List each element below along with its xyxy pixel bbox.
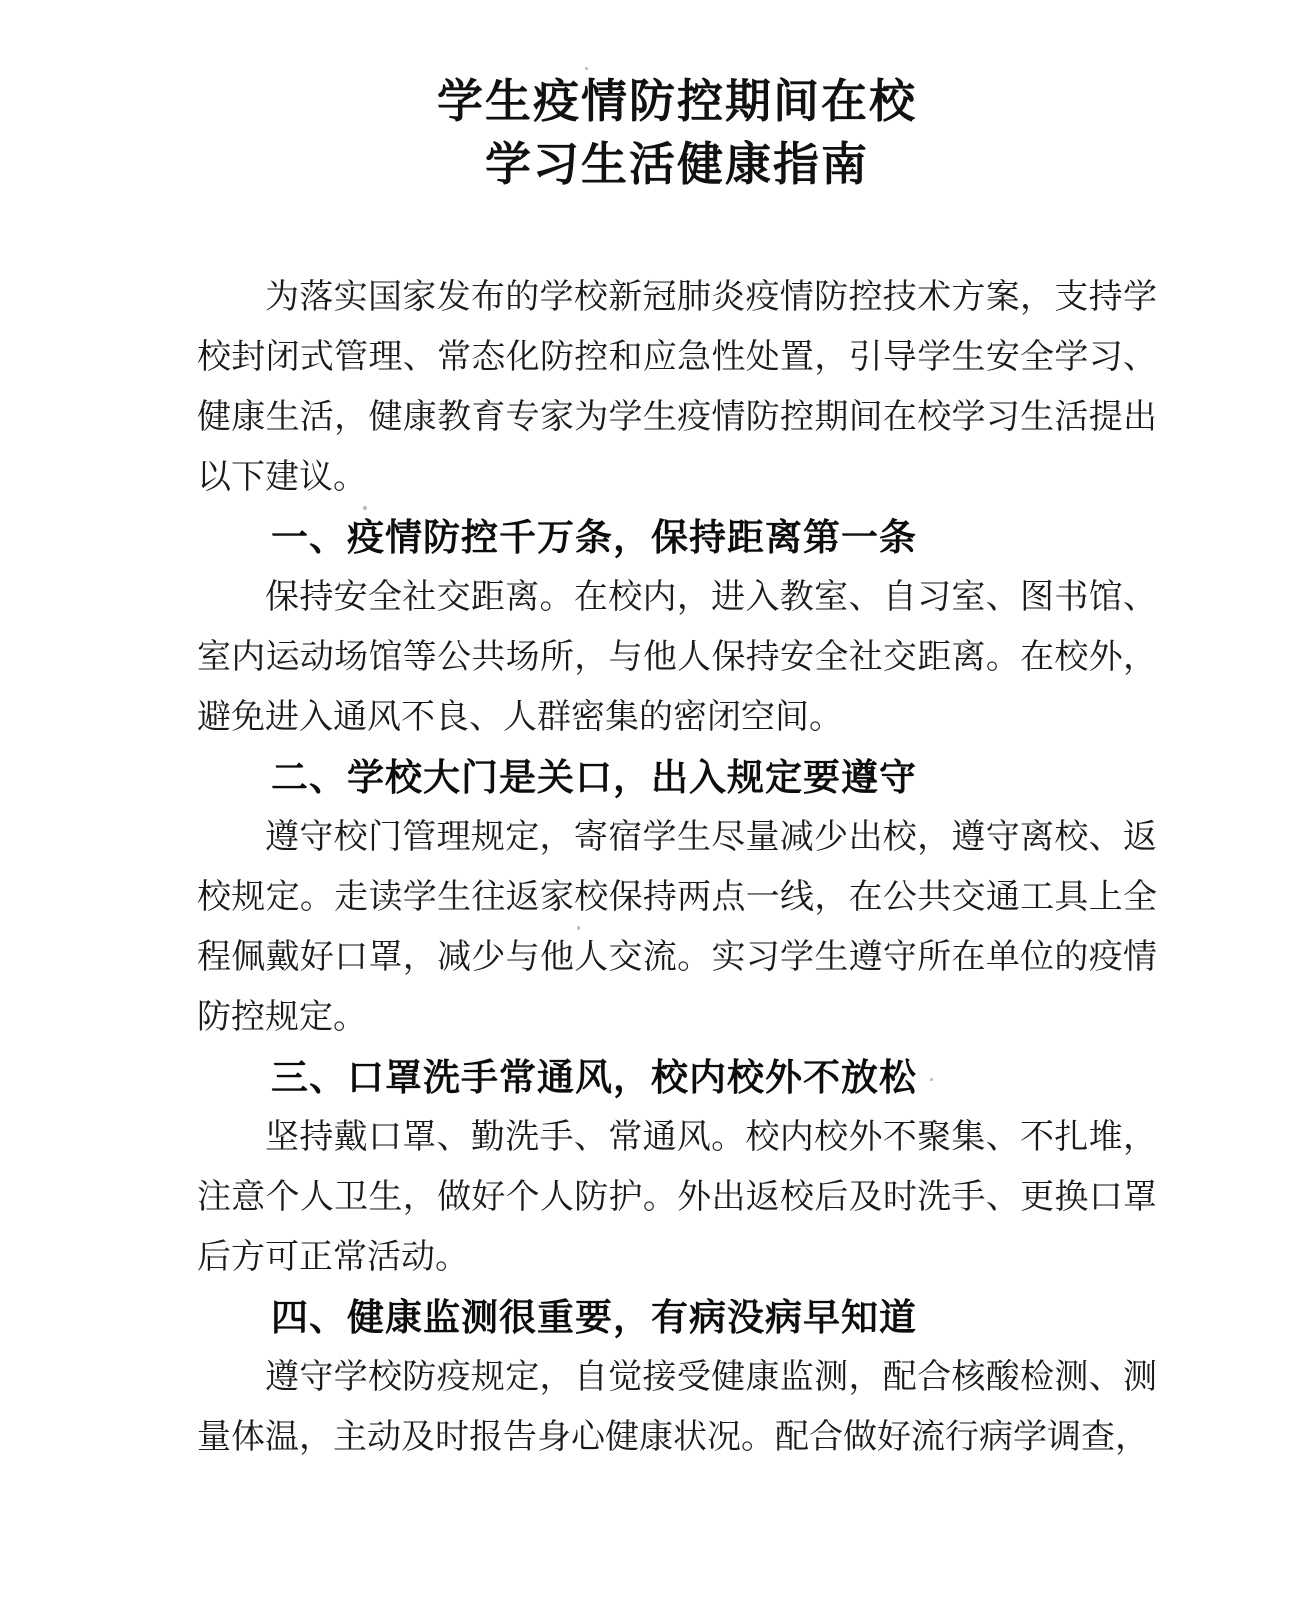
document-content bbox=[197, 70, 1157, 1468]
scan-speck bbox=[363, 506, 367, 510]
text-line: 以下建议。 bbox=[197, 459, 367, 496]
paragraph bbox=[197, 1348, 1157, 1468]
text-line: 保持安全社交距离。在校内，进入教室、自习室、图书馆、 bbox=[265, 579, 1157, 616]
text-line: 校封闭式管理、常态化防控和应急性处置，引导学生安全学习、 bbox=[197, 339, 1157, 376]
document-body bbox=[197, 268, 1157, 1468]
text-line: 校规定。走读学生往返家校保持两点一线，在公共交通工具上全 bbox=[197, 879, 1157, 916]
paragraph bbox=[197, 808, 1157, 1048]
scan-speck bbox=[930, 1078, 933, 1081]
section-heading: 四、健康监测很重要，有病没病早知道 bbox=[271, 1297, 917, 1338]
text-line: 防控规定。 bbox=[197, 999, 367, 1036]
text-line: 坚持戴口罩、勤洗手、常通风。校内校外不聚集、不扎堆， bbox=[265, 1119, 1157, 1156]
text-line: 量体温，主动及时报告身心健康状况。配合做好流行病学调查， bbox=[197, 1419, 1149, 1456]
scan-speck bbox=[577, 926, 580, 930]
text-line: 为落实国家发布的学校新冠肺炎疫情防控技术方案，支持学 bbox=[265, 279, 1157, 316]
document-title-line-2: 学习生活健康指南 bbox=[485, 139, 869, 190]
paragraph bbox=[197, 1108, 1157, 1288]
paragraph bbox=[197, 568, 1157, 748]
text-line: 后方可正常活动。 bbox=[197, 1239, 469, 1276]
document-title-line-1: 学生疫情防控期间在校 bbox=[437, 76, 917, 127]
text-line: 室内运动场馆等公共场所，与他人保持安全社交距离。在校外， bbox=[197, 639, 1157, 676]
text-line: 遵守校门管理规定，寄宿学生尽量减少出校，遵守离校、返 bbox=[265, 819, 1157, 856]
text-line: 程佩戴好口罩，减少与他人交流。实习学生遵守所在单位的疫情 bbox=[197, 939, 1157, 976]
text-line: 注意个人卫生，做好个人防护。外出返校后及时洗手、更换口罩 bbox=[197, 1179, 1157, 1216]
text-line: 健康生活，健康教育专家为学生疫情防控期间在校学习生活提出 bbox=[197, 399, 1157, 436]
scan-speck bbox=[585, 67, 588, 70]
paragraph bbox=[197, 268, 1157, 508]
section-heading: 三、口罩洗手常通风，校内校外不放松 bbox=[271, 1057, 917, 1098]
document-title bbox=[197, 70, 1157, 196]
text-line: 避免进入通风不良、人群密集的密闭空间。 bbox=[197, 699, 843, 736]
section-heading: 二、学校大门是关口，出入规定要遵守 bbox=[271, 757, 917, 798]
text-line: 遵守学校防疫规定，自觉接受健康监测，配合核酸检测、测 bbox=[265, 1359, 1157, 1396]
section-heading: 一、疫情防控千万条，保持距离第一条 bbox=[271, 517, 917, 558]
